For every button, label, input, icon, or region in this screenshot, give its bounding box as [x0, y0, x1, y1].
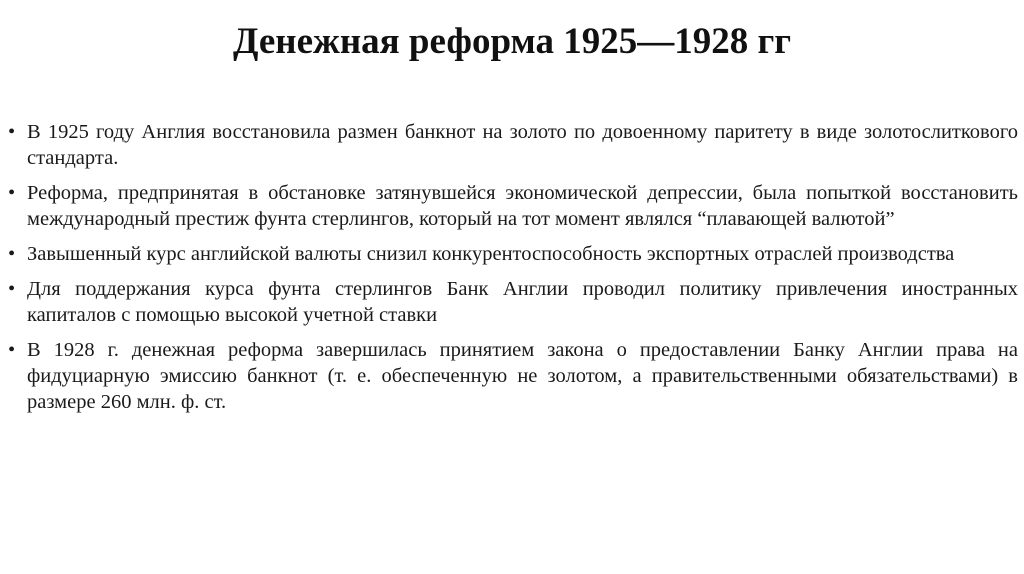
bullet-marker: •: [8, 243, 16, 265]
bullet-text: Для поддержания курса фунта стерлингов Банк Англии проводил политику привлечения иностранных капиталов с помощью высокой учетной ставки: [27, 278, 1018, 326]
bullet-item: [8, 180, 1018, 232]
bullet-marker: •: [8, 121, 16, 143]
bullet-list: [8, 119, 1018, 424]
bullet-item: [8, 276, 1018, 328]
bullet-text: Реформа, предпринятая в обстановке затянувшейся экономической депрессии, была попыткой восстановить международный престиж фунта стерлингов, который на тот момент являлся “плавающей валютой”: [27, 182, 1018, 230]
bullet-marker: •: [8, 339, 16, 361]
slide-title: Денежная реформа 1925—1928 гг: [232, 21, 792, 62]
bullet-marker: •: [8, 182, 16, 204]
bullet-item: [8, 119, 1018, 171]
bullet-text: В 1928 г. денежная реформа завершилась принятием закона о предоставлении Банку Англии права на фидуциарную эмиссию банкнот (т. е. обеспеченную не золотом, а правительственными обязательствами) в размере 260 млн. ф. ст.: [27, 339, 1018, 413]
bullet-item: [8, 241, 1018, 267]
bullet-marker: •: [8, 278, 16, 300]
bullet-text: Завышенный курс английской валюты снизил конкурентоспособность экспортных отраслей производства: [27, 243, 955, 265]
bullet-text: В 1925 году Англия восстановила размен банкнот на золото по довоенному паритету в виде золотослиткового стандарта.: [27, 121, 1018, 169]
bullet-item: [8, 337, 1018, 415]
